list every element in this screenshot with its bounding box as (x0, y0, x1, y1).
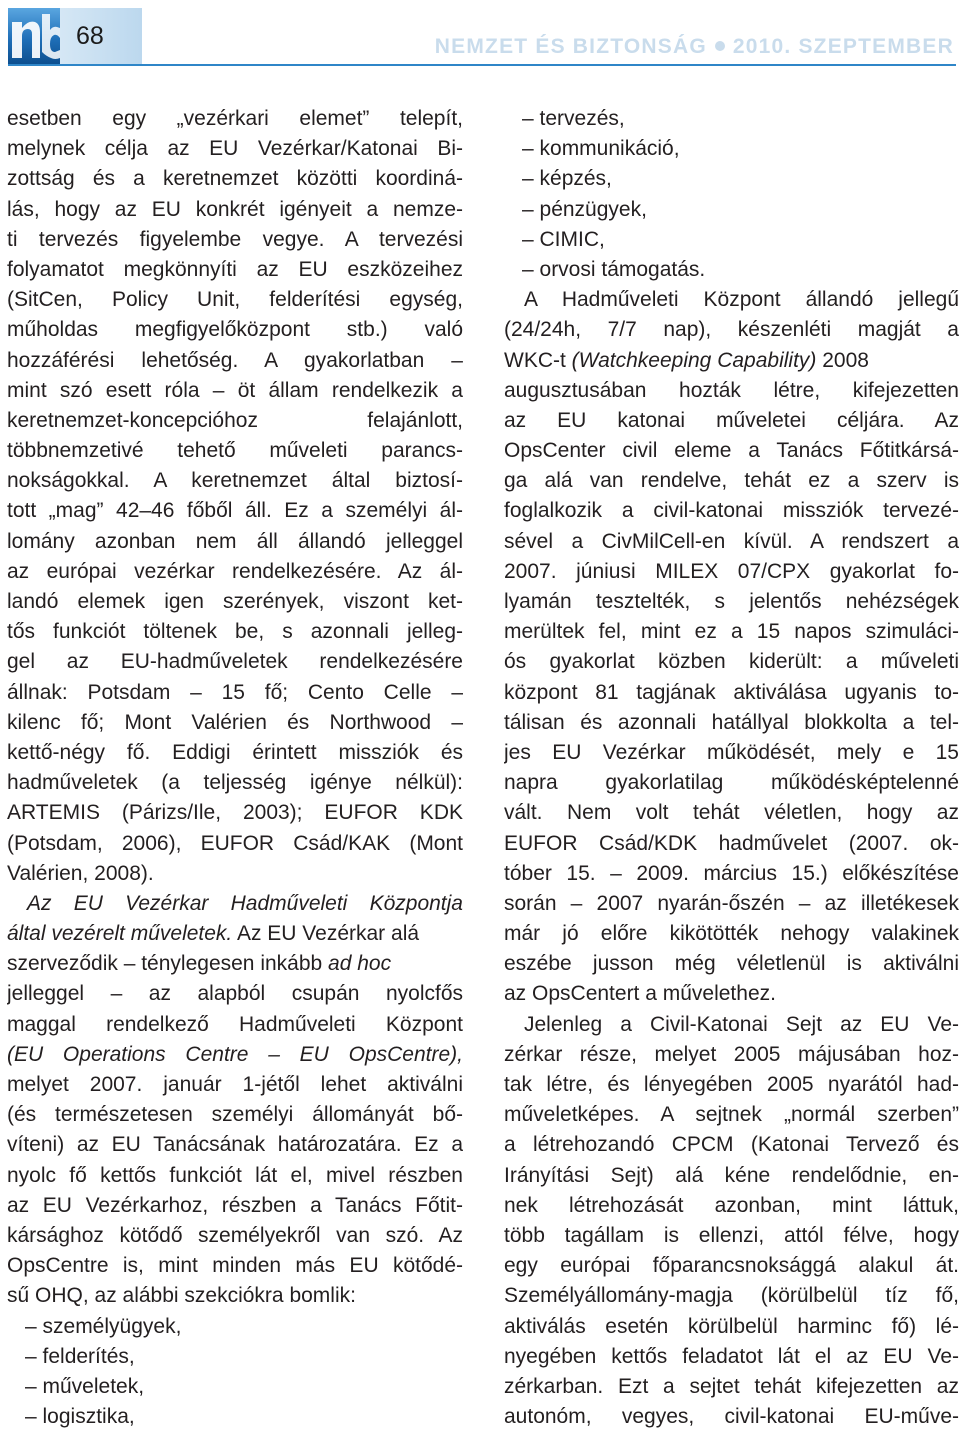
page-header (0, 0, 960, 72)
text-line: tak létre, és lényegében 2005 nyarától had- (504, 1073, 959, 1096)
text-line: több tagállam is ellenzi, attól félve, hogy (504, 1223, 959, 1247)
text-line: EUFOR Csád/KDK hadművelet (2007. ok- (504, 831, 959, 855)
text-line: az EU Vezérkarhoz, részben a Tanács Főtit- (7, 1193, 463, 1217)
text-line: kettő-négy fő. Eddigi érintett missziók és (7, 740, 463, 764)
text-line: ós gyakorlat közben kiderült: a műveleti (504, 650, 959, 674)
text-line: központ 81 tagjának aktiválása ugyanis to- (504, 680, 959, 704)
text-line: foglalkozik a civil-katonai missziók tervezé- (504, 499, 959, 523)
text-run: WKC-t (504, 348, 566, 372)
text-line: OpsCenter civil eleme a Tanács Főtitkársá- (504, 439, 959, 463)
page-number-box (60, 8, 142, 64)
text-line: OpsCentre is, mint minden más EU kötődé- (7, 1254, 463, 1278)
text-line: nokságokkal. A keretnemzet által biztosí- (7, 469, 463, 493)
list-item: – személyügyek, (25, 1314, 182, 1338)
watchkeeping-term: (Watchkeeping Capability) (571, 348, 817, 372)
left-column (7, 104, 463, 1432)
text-line: 2007. júniusi MILEX 07/CPX gyakorlat fo- (504, 559, 959, 583)
text-line: többnemzetivé tehető műveleti parancs- (7, 439, 463, 463)
text-line (504, 346, 959, 376)
text-line: ti tervezés figyelembe vegye. A tervezési (7, 227, 463, 251)
text-line: a létrehozandó CPCM (Katonai Tervező és (504, 1133, 959, 1157)
text-line: esetben egy „vezérkari elemet” telepít, (7, 107, 463, 130)
text-line: eszébe jusson még véletlenül is aktiválni (504, 952, 959, 976)
text-line: Valérien, 2008). (7, 861, 154, 885)
list-item: – képzés, (522, 167, 612, 191)
text-line: tálisan és azonnali hatállyal blokkolta a tel- (504, 710, 959, 734)
text-line: A Hadműveleti Központ állandó jellegű (524, 288, 959, 312)
text-line: lás, hogy az EU konkrét igényeit a nemze- (7, 197, 463, 221)
nb-logo-graphic (8, 8, 60, 64)
text-run: szerveződik – ténylegesen inkább (7, 952, 323, 976)
text-line: tős funkciót töltenek be, s azonnali jelleg- (7, 620, 463, 644)
nb-logo-icon (8, 8, 60, 64)
text-line: Irányítási Sejt) alá kéne rendelődnie, en- (504, 1163, 959, 1187)
text-line (7, 919, 463, 949)
running-head (435, 34, 954, 60)
running-title: NEMZET ÉS BIZTONSÁG (434, 35, 707, 58)
text-line: zérkarban. Ezt a sejtet tehát kifejezetten az (504, 1374, 959, 1398)
text-line: lomány azonban nem áll állandó jelleggel (7, 529, 463, 553)
text-line: hozzáférési lehetőség. A gyakorlatban – (7, 348, 463, 372)
text-line: lyamán tesztelték, s jelentős nehézségek (504, 590, 959, 613)
text-line: melyet 2007. január 1-jétől lehet aktiválni (7, 1073, 463, 1096)
text-line: kilenc fő; Mont Valérien és Northwood – (7, 710, 463, 734)
text-line: aktiválás esetén körülbelül harminc fő) lé- (504, 1314, 959, 1338)
ad-hoc-term: ad hoc (328, 952, 392, 976)
list-item: – logisztika, (25, 1405, 135, 1429)
text-line: (24/24h, 7/7 nap), készenléti magját a (504, 318, 959, 342)
section-heading-end: által vezérelt műveletek. (7, 922, 233, 946)
text-line: mint szó esett róla – öt állam rendelkezik a (7, 378, 463, 402)
text-line: nek létrehozását azonban, mint láttuk, (504, 1193, 959, 1217)
text-line: zottság és a keretnemzet közötti koordiná- (7, 167, 463, 191)
text-line: sével a CivMilCell-en kívül. A rendszert a (504, 529, 959, 553)
text-line: merültek fel, mint ez a 15 napos szimuláci- (504, 620, 959, 644)
bullet-dot-icon (715, 41, 725, 51)
text-line: Jelenleg a Civil-Katonai Sejt az EU Ve- (524, 1012, 959, 1036)
text-line: egy európai főparancsnoksággá alakul át. (504, 1254, 959, 1278)
header-rule (8, 64, 956, 66)
right-column (504, 104, 959, 1432)
text-line: autonóm, vegyes, civil-katonai EU-műve- (504, 1405, 959, 1429)
list-item: – pénzügyek, (522, 197, 647, 221)
text-line: víteni) az EU Tanácsának határozatára. Ez a (7, 1133, 463, 1157)
list-item: – felderítés, (25, 1344, 135, 1368)
text-line: landó elemek igen szerények, viszont ket- (7, 590, 463, 613)
text-line: hadműveletek (a teljesség igénye nélkül): (7, 771, 463, 795)
text-line: jes EU Vezérkar működését, mely e 15 (504, 740, 959, 764)
text-line: (SitCen, Policy Unit, felderítési egység, (7, 288, 463, 312)
running-date: 2010. SZEPTEMBER (732, 35, 954, 58)
text-line: keretnemzet-koncepcióhoz felajánlott, (7, 408, 463, 432)
text-line: (és természetesen személyi állományát bő- (7, 1103, 463, 1127)
text-line: jelleggel – az alapból csupán nyolcfős (7, 982, 463, 1006)
text-line: ga alá van rendelve, tehát ez a szerv is (504, 469, 959, 493)
text-line: műholdas megfigyelőközpont stb.) való (7, 318, 463, 342)
text-line: műveletképes. A sejtnek „normál szerben” (504, 1103, 959, 1127)
list-item: – tervezés, (522, 107, 625, 130)
text-line: tóber 15. – 2009. március 15.) előkészítése (504, 861, 959, 885)
text-line: augusztusában hozták létre, kifejezetten (504, 378, 959, 402)
page-number: 68 (76, 22, 104, 50)
text-line: során – 2007 nyarán-őszén – az illetékesek (504, 891, 959, 915)
text-line: Személyállomány-magja (körülbelül tíz fő, (504, 1284, 959, 1308)
text-line: az OpsCentert a művelethez. (504, 982, 776, 1006)
text-line: (Potsdam, 2006), EUFOR Csád/KAK (Mont (7, 831, 463, 855)
text-line: (EU Operations Centre – EU OpsCentre), (7, 1042, 463, 1066)
text-line: nyegében kettős feladatot lát el az EU Ve- (504, 1344, 959, 1368)
text-line: kársághoz kötődő személyekről van szó. Az (7, 1223, 463, 1247)
text-line: az európai vezérkar rendelkezésére. Az ál- (7, 559, 463, 583)
text-line: állnak: Potsdam – 15 fő; Cento Celle – (7, 680, 463, 704)
text-run: Az EU Vezérkar alá (232, 922, 420, 946)
text-line: sű OHQ, az alábbi szekciókra bomlik: (7, 1284, 356, 1308)
text-line: nyolc fő kettős funkciót lát el, mivel részben (7, 1163, 463, 1187)
text-line: napra gyakorlatilag működésképtelenné (504, 771, 959, 795)
text-line: maggal rendelkező Hadműveleti Központ (7, 1012, 463, 1036)
text-line: vált. Nem volt tehát véletlen, hogy az (504, 801, 959, 825)
section-heading: Az EU Vezérkar Hadműveleti Központja (27, 891, 463, 915)
list-item: – műveletek, (25, 1374, 145, 1398)
text-line: ARTEMIS (Párizs/Ile, 2003); EUFOR KDK (7, 801, 463, 825)
text-run: 2008 (816, 348, 869, 372)
list-item: – CIMIC, (522, 227, 605, 251)
list-item: – orvosi támogatás. (522, 257, 706, 281)
text-line (7, 949, 463, 979)
text-line: melynek célja az EU Vezérkar/Katonai Bi- (7, 137, 463, 161)
list-item: – kommunikáció, (522, 137, 680, 161)
text-line: zérkar része, melyet 2005 májusában hoz- (504, 1042, 959, 1066)
text-line: tott „mag” 42–46 főből áll. Ez a személyi ál- (7, 499, 463, 523)
text-line: folyamatot megkönnyíti az EU eszközeihez (7, 257, 463, 281)
text-line: az EU katonai műveletei céljára. Az (504, 408, 959, 432)
text-line: gel az EU-hadműveletek rendelkezésére (7, 650, 463, 674)
text-line: már jó előre kikötötték nehogy valakinek (504, 922, 959, 946)
